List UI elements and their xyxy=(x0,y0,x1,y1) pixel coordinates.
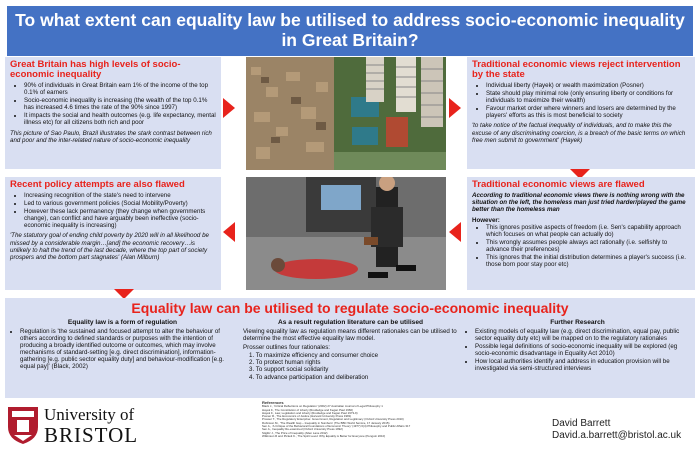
list-item: 1. To maximize efficiency and consumer choice xyxy=(249,352,379,360)
list-item: • However these lack permanency (they change when governments change), can conflict and have arguably been ineffective (socio-economic inequality is increasing) xyxy=(24,208,216,229)
arrow-right-icon xyxy=(223,98,235,118)
list-item: • This ignores that the initial distribution determines a player's success (i.e. those born poor stay poor etc) xyxy=(486,254,690,268)
caption-text: This picture of Sao Paulo, Brazil illustrates the stark contrast between rich and poor and the inter-related nature of socio-economic inequality xyxy=(10,129,212,144)
bullet-list xyxy=(472,224,690,269)
panel-heading: Great Britain has high levels of socio-economic inequality xyxy=(10,59,181,80)
panel-views-flawed xyxy=(467,177,695,290)
list-item: • Socio-economic inequality is increasing (the wealth of the top 0.1% has increased 4.6 times the rate of the 90% since 1997) xyxy=(24,97,216,111)
however-label: However: xyxy=(472,216,500,224)
author-block xyxy=(552,418,697,442)
list-item: • Regulation is 'the sustained and focused attempt to alter the behaviour of others according to defined standards or purposes with the intention of producing a broadly identified outcome or outcomes, which may involve mechanisms of standard-setting [e.g. direct discrimination], information-gathering [e.g. public sector equality duty] and behaviour-modification [e.g. equal pay]' (Black, 2002) xyxy=(20,328,235,371)
intro-text: According to traditional economic views there is nothing wrong with the situation on the left, the homeless man just tried harder/played the game better than the homeless man xyxy=(472,192,686,214)
references-heading: References xyxy=(262,400,284,405)
list-item: • Individual liberty (Hayek) or wealth maximization (Posner) xyxy=(486,82,690,89)
reference-item: Robinson M., 'The Wealth Gap – Inequality in Numbers' (The BBC World Service, 17 January 2015) xyxy=(262,420,390,425)
list-item: 3. To support social solidarity xyxy=(249,366,329,374)
sao-paulo-image xyxy=(246,57,446,170)
conclusion-panel xyxy=(5,298,695,398)
column-title: As a result regulation literature can be utilised xyxy=(277,319,424,326)
bullet-list xyxy=(10,82,216,127)
list-item: • 90% of individuals in Great Britain earn 1% of the income of the top 0.1% of earners xyxy=(24,82,216,96)
panel-policy-attempts xyxy=(5,177,221,290)
reference-item: Black J., 'Critical Reflections on Regulation' (2002) 27 Australian Journal of Legal Philosophy 1 xyxy=(262,404,383,409)
bullet-list xyxy=(10,192,216,229)
author-name: David Barrett xyxy=(552,418,611,429)
university-logo xyxy=(6,404,176,446)
reference-item: Posner R., The Economics of Justice (Harvard University Press 1981) xyxy=(262,414,352,419)
photo-businessman-homeless xyxy=(246,177,446,290)
panel-inequality-levels xyxy=(5,57,221,169)
reference-item: Hayek F., The Constitution of Liberty (Routledge and Kegan Paul 1960) xyxy=(262,407,354,412)
reference-item: Stiglitz J., The Price of Inequality (Allen Lane 2012) xyxy=(262,430,328,435)
column-further-research xyxy=(465,319,690,374)
list-item: 4. To advance participation and deliberation xyxy=(249,373,369,381)
column-title: Equality law is a form of regulation xyxy=(67,319,178,326)
list-item: • This wrongly assumes people always act rationally (i.e. selfishly to advance their preferences) xyxy=(486,239,690,253)
reference-item: Hayek F., Law, Legislation and Liberty (Routledge and Kegan Paul 1973-9) xyxy=(262,410,358,415)
list-item: • How local authorities identify and address in education provision will be investigated via semi-structured interviews xyxy=(475,358,690,372)
photo-sao-paulo xyxy=(246,57,446,170)
reference-item: Sen A., Inequality Re-examined (Oxford University Press 1992) xyxy=(262,427,343,432)
references-block xyxy=(262,401,452,438)
poster-title xyxy=(7,6,693,56)
column-title: Further Research xyxy=(550,319,605,326)
crest-icon xyxy=(6,405,40,445)
column-regulation xyxy=(10,319,235,372)
list-item: 2. To protect human rights xyxy=(249,359,321,367)
author-email[interactable]: David.a.barrett@bristol.ac.uk xyxy=(552,430,682,441)
column-literature xyxy=(243,319,458,381)
quote-text: 'The statutory goal of ending child poverty by 2020 will in all likelihood be missed by a considerable margin…[and] the economic recovery…is unlikely to halt the trend of the last decade, where the top part of society prospers and the bottom part stagnates' (Alan Milburn) xyxy=(10,232,209,262)
arrow-left-icon xyxy=(223,222,235,242)
arrow-left-icon xyxy=(449,222,461,242)
bullet-list xyxy=(465,328,690,373)
body-text: Prosser outlines four rationales: xyxy=(243,344,331,352)
list-item: • Increasing recognition of the state's need to intervene xyxy=(24,192,216,199)
quote-text: 'to take notice of the factual inequality of individuals, and to make this the excuse of any discriminating coercion, is a breach of the basic terms on which free men submit to government' (Hayek) xyxy=(472,122,686,144)
panel-heading: Traditional economic views reject intervention by the state xyxy=(472,59,681,80)
reference-item: Prosser T., The Regulatory Enterprise: Government, Regulation and Legitimacy (Oxford University Press 2010) xyxy=(262,417,404,422)
conclusion-heading: Equality law can be utilised to regulate socio-economic inequality xyxy=(131,300,569,316)
bullet-list xyxy=(472,82,690,119)
list-item: • State should play minimal role (only ensuring liberty or conditions for individuals to maximize their wealth) xyxy=(486,90,690,104)
businessman-image xyxy=(246,177,446,290)
logo-line1: University of xyxy=(44,405,135,424)
list-item: • Led to various government policies (Social Mobility/Poverty) xyxy=(24,200,216,207)
bullet-list xyxy=(10,328,235,371)
poster-title-text: To what extent can equality law be utilised to address socio-economic inequality in Great Britain? xyxy=(15,10,685,50)
reference-item: Wilkinson R and Pickett K., The Spirit Level: Why Equality is Better for Everyone (Penguin 2010) xyxy=(262,433,386,438)
list-item: • Existing models of equality law (e.g. direct discrimination, equal pay, public sector equality duty etc) will be mapped on to the regulatory rationales xyxy=(475,328,690,342)
panel-heading: Traditional economic views are flawed xyxy=(472,179,645,190)
arrow-right-icon xyxy=(449,98,461,118)
list-item: • Favour market order where winners and losers are determined by the players' efforts as this is most beneficial to society xyxy=(486,105,690,119)
body-text: Viewing equality law as regulation means different rationales can be utilised to determine the most effective equality law model. xyxy=(243,328,457,343)
panel-heading: Recent policy attempts are also flawed xyxy=(10,179,185,190)
list-item: • It impacts the social and health outcomes (e.g. life expectancy, mental illness etc) for all citizens both rich and poor xyxy=(24,112,216,126)
reference-item: Sen A., 'A Critique of the Behavioral Foundations of Economic Theory' (1977) 6(4) Philosophy and Public Affairs 317 xyxy=(262,424,411,429)
list-item: • This ignores positive aspects of freedom (i.e. Sen's capability approach which focuses on what people can actually do) xyxy=(486,224,690,238)
logo-line2: BRISTOL xyxy=(44,423,139,447)
panel-traditional-views xyxy=(467,57,695,169)
list-item: • Possible legal definitions of socio-economic inequality will be explored (eg socio-economic disadvantage in Equality Act 2010) xyxy=(475,343,690,357)
